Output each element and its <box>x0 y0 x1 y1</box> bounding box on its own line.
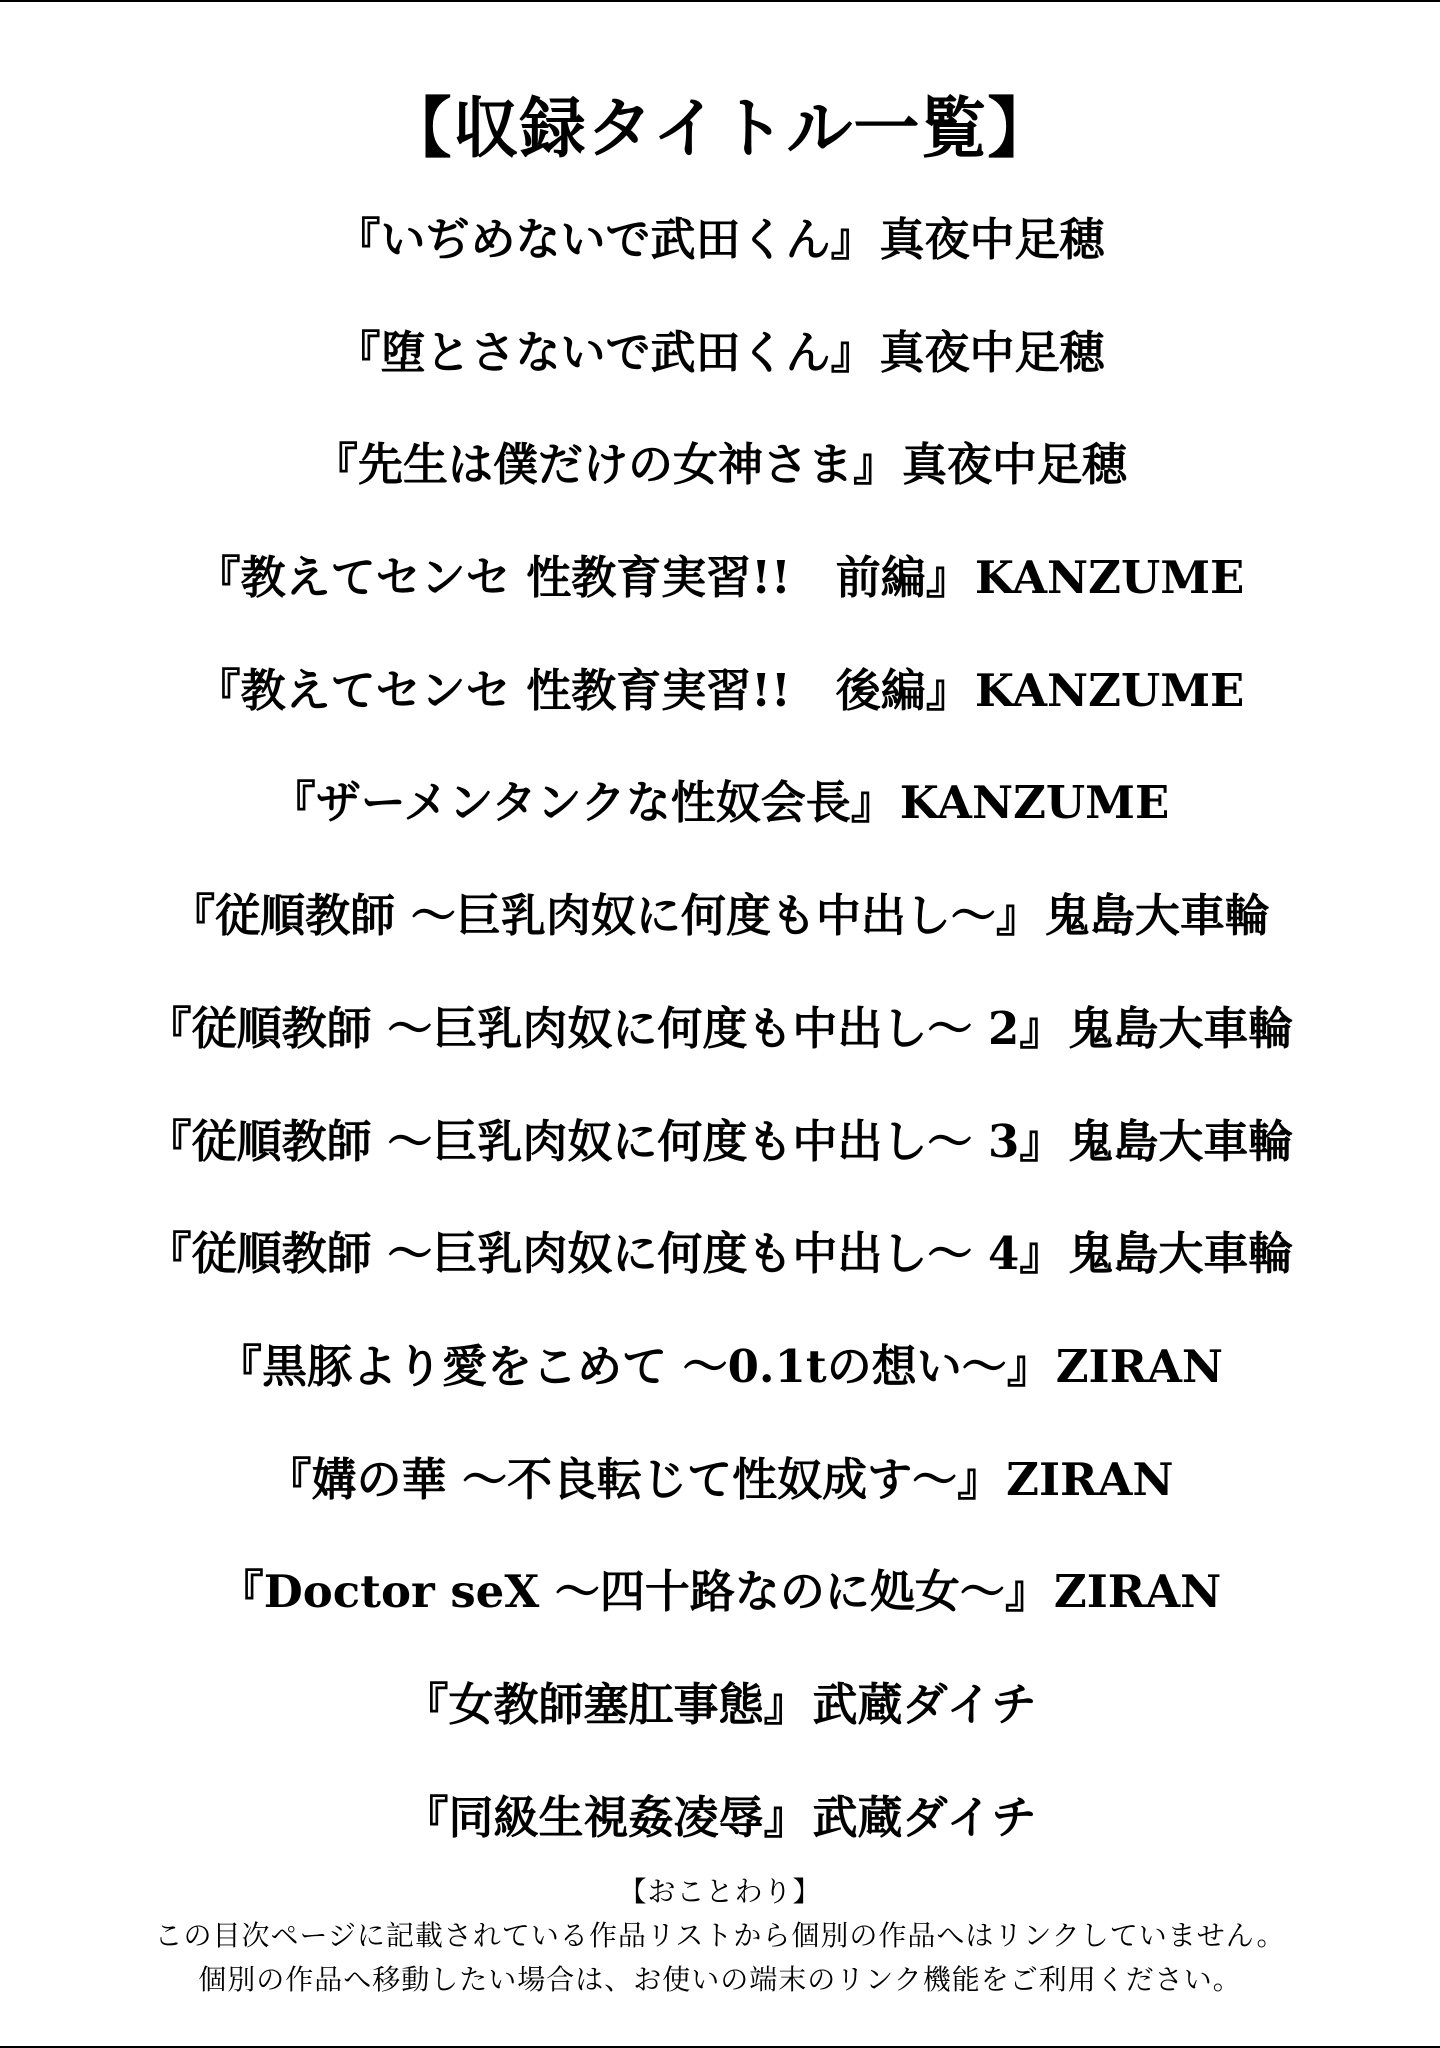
toc-item-title: 『従順教師 ～巨乳肉奴に何度も中出し～ 2』 <box>146 1001 1065 1055</box>
top-border-line <box>0 0 1440 2</box>
toc-item-title: 『堕とさないで武田くん』 <box>335 325 876 379</box>
toc-item <box>0 1219 1440 1332</box>
toc-item-author: 鬼島大車輪 <box>1068 1227 1294 1281</box>
toc-item <box>0 318 1440 431</box>
toc-item-author: 鬼島大車輪 <box>1068 1001 1294 1055</box>
toc-item <box>0 1557 1440 1670</box>
toc-item-title: 『教えてセンセ 性教育実習!! 前編』 <box>195 551 971 605</box>
toc-item <box>0 1445 1440 1558</box>
notice-line-2: 個別の作品へ移動したい場合は、お使いの端末のリンク機能をご利用ください。 <box>198 1963 1242 1996</box>
toc-item <box>0 994 1440 1107</box>
toc-item-author: 真夜中足穂 <box>902 438 1128 492</box>
toc-item-title: 『女教師塞肛事態』 <box>403 1677 809 1731</box>
toc-item <box>0 543 1440 656</box>
toc-item <box>0 1670 1440 1783</box>
toc-item <box>0 430 1440 543</box>
toc-item-title: 『ザーメンタンクな性奴会長』 <box>270 776 896 830</box>
toc-item <box>0 656 1440 769</box>
toc-item-author: KANZUME <box>974 551 1245 605</box>
toc-item-title: 『Doctor seX ～四十路なのに処女～』 <box>218 1565 1050 1619</box>
toc-item-author: ZIRAN <box>1055 1339 1224 1393</box>
notice-line-1: この目次ページに記載されている作品リストから個別の作品へはリンクしていません。 <box>154 1919 1286 1952</box>
notice-section <box>0 1870 1440 2002</box>
toc-item-author: KANZUME <box>974 663 1245 717</box>
page-title: 【収録タイトル一覧】 <box>385 89 1055 167</box>
toc-item <box>0 768 1440 881</box>
toc-item-author: KANZUME <box>899 776 1170 830</box>
toc-item-title: 『従順教師 ～巨乳肉奴に何度も中出し～ 3』 <box>146 1114 1065 1168</box>
toc-item-author: ZIRAN <box>1006 1452 1174 1506</box>
toc-item-author: 真夜中足穂 <box>879 213 1105 266</box>
toc-item <box>0 1332 1440 1445</box>
toc-item-title: 『従順教師 ～巨乳肉奴に何度も中出し～』 <box>170 889 1041 943</box>
toc-item-author: 鬼島大車輪 <box>1068 1114 1294 1168</box>
toc-item-author: 武蔵ダイチ <box>812 1790 1037 1844</box>
toc-item-title: 『先生は僕だけの女神さま』 <box>312 438 898 492</box>
toc-item <box>0 1107 1440 1220</box>
toc-item-author: 鬼島大車輪 <box>1044 889 1270 943</box>
toc-item-title: 『黒豚より愛をこめて ～0.1tの想い～』 <box>216 1339 1052 1393</box>
notice-heading: 【おことわり】 <box>618 1875 822 1908</box>
toc-item-title: 『従順教師 ～巨乳肉奴に何度も中出し～ 4』 <box>146 1227 1065 1281</box>
toc-item-title: 『同級生視姦凌辱』 <box>403 1790 809 1844</box>
toc-item-title: 『媾の華 ～不良転じて性奴成す～』 <box>266 1452 1003 1506</box>
toc-item-title: 『いぢめないで武田くん』 <box>335 213 876 266</box>
toc-item-title: 『教えてセンセ 性教育実習!! 後編』 <box>195 663 971 717</box>
toc-item-author: 武蔵ダイチ <box>812 1677 1037 1731</box>
toc-list <box>0 205 1440 1895</box>
toc-item <box>0 205 1440 318</box>
toc-item-author: ZIRAN <box>1053 1565 1222 1619</box>
toc-item-author: 真夜中足穂 <box>879 325 1105 379</box>
toc-item <box>0 881 1440 994</box>
